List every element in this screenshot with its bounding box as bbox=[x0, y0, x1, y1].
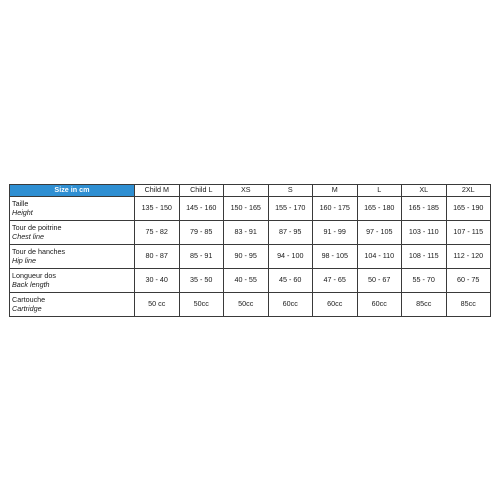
table-cell: 165 - 190 bbox=[446, 197, 491, 221]
table-cell: 50cc bbox=[179, 293, 224, 317]
table-cell: 83 - 91 bbox=[224, 221, 269, 245]
table-cell: 30 - 40 bbox=[135, 269, 180, 293]
row-label-english: Cartridge bbox=[12, 303, 42, 313]
table-cell: 107 - 115 bbox=[446, 221, 491, 245]
table-cell: 135 - 150 bbox=[135, 197, 180, 221]
table-cell: 108 - 115 bbox=[402, 245, 447, 269]
table-cell: 165 - 180 bbox=[357, 197, 402, 221]
row-label-english: Back length bbox=[12, 279, 50, 289]
size-column-header: XL bbox=[402, 185, 447, 197]
table-cell: 55 - 70 bbox=[402, 269, 447, 293]
table-row-height bbox=[10, 197, 491, 221]
size-column-header: S bbox=[268, 185, 313, 197]
table-cell: 97 - 105 bbox=[357, 221, 402, 245]
size-header-row bbox=[10, 185, 491, 197]
row-label bbox=[10, 293, 135, 317]
table-cell: 165 - 185 bbox=[402, 197, 447, 221]
table-cell: 103 - 110 bbox=[402, 221, 447, 245]
table-cell: 35 - 50 bbox=[179, 269, 224, 293]
size-chart-table bbox=[9, 184, 491, 317]
size-column-header: Child M bbox=[135, 185, 180, 197]
table-cell: 60 - 75 bbox=[446, 269, 491, 293]
row-label-french: Tour de poitrine bbox=[12, 223, 62, 233]
row-label bbox=[10, 221, 135, 245]
table-cell: 85cc bbox=[402, 293, 447, 317]
table-cell: 94 - 100 bbox=[268, 245, 313, 269]
table-cell: 112 - 120 bbox=[446, 245, 491, 269]
table-cell: 60cc bbox=[313, 293, 358, 317]
table-cell: 60cc bbox=[357, 293, 402, 317]
table-cell: 50 - 67 bbox=[357, 269, 402, 293]
table-cell: 150 - 165 bbox=[224, 197, 269, 221]
table-cell: 85 - 91 bbox=[179, 245, 224, 269]
table-cell: 90 - 95 bbox=[224, 245, 269, 269]
table-cell: 40 - 55 bbox=[224, 269, 269, 293]
row-label-english: Chest line bbox=[12, 231, 44, 241]
table-cell: 155 - 170 bbox=[268, 197, 313, 221]
row-label-english: Height bbox=[12, 207, 33, 217]
table-cell: 50 cc bbox=[135, 293, 180, 317]
table-cell: 79 - 85 bbox=[179, 221, 224, 245]
size-column-header: L bbox=[357, 185, 402, 197]
row-label bbox=[10, 245, 135, 269]
table-cell: 145 - 160 bbox=[179, 197, 224, 221]
table-cell: 85cc bbox=[446, 293, 491, 317]
table-cell: 98 - 105 bbox=[313, 245, 358, 269]
size-unit-header: Size in cm bbox=[10, 185, 135, 197]
table-cell: 47 - 65 bbox=[313, 269, 358, 293]
table-row-hip bbox=[10, 245, 491, 269]
table-cell: 80 - 87 bbox=[135, 245, 180, 269]
row-label-french: Taille bbox=[12, 199, 29, 209]
row-label-french: Tour de hanches bbox=[12, 247, 66, 257]
table-cell: 91 - 99 bbox=[313, 221, 358, 245]
table-row-back-length bbox=[10, 269, 491, 293]
row-label bbox=[10, 197, 135, 221]
size-column-header: M bbox=[313, 185, 358, 197]
table-cell: 160 - 175 bbox=[313, 197, 358, 221]
table-cell: 87 - 95 bbox=[268, 221, 313, 245]
size-column-header: XS bbox=[224, 185, 269, 197]
table-row-chest bbox=[10, 221, 491, 245]
size-column-header: Child L bbox=[179, 185, 224, 197]
row-label-french: Cartouche bbox=[12, 295, 46, 305]
table-cell: 75 - 82 bbox=[135, 221, 180, 245]
table-cell: 104 - 110 bbox=[357, 245, 402, 269]
table-cell: 60cc bbox=[268, 293, 313, 317]
table-row-cartridge bbox=[10, 293, 491, 317]
size-column-header: 2XL bbox=[446, 185, 491, 197]
table-cell: 45 - 60 bbox=[268, 269, 313, 293]
row-label bbox=[10, 269, 135, 293]
row-label-english: Hip line bbox=[12, 255, 36, 265]
row-label-french: Longueur dos bbox=[12, 271, 56, 281]
table-cell: 50cc bbox=[224, 293, 269, 317]
